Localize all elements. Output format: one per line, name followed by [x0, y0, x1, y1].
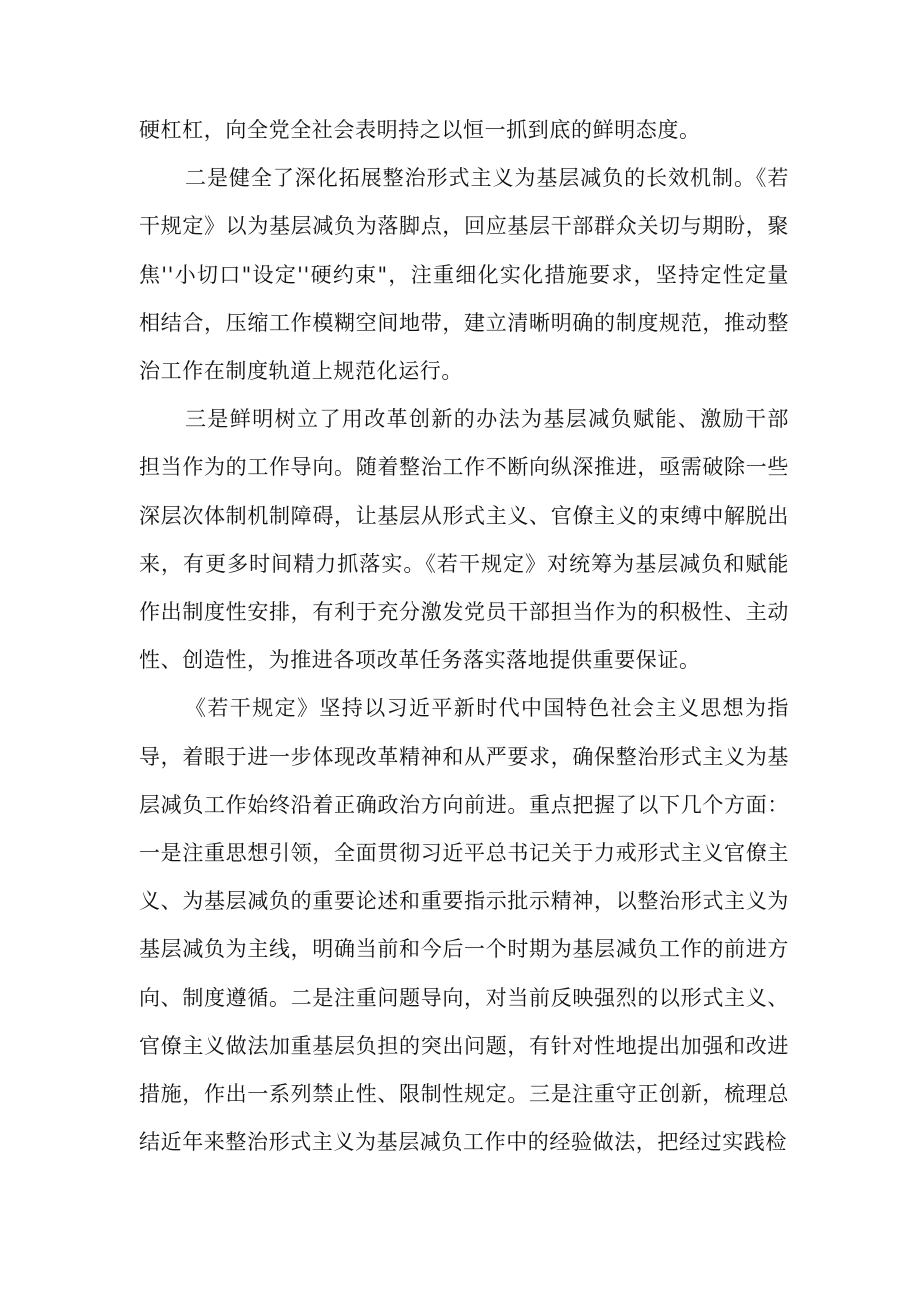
- paragraph-second-point: 二是健全了深化拓展整治形式主义为基层减负的长效机制。《若干规定》以为基层减负为落脚点，回应基层干部群众关切与期盼，聚焦''小切口"设定''硬约束"，注重细化实化措施要求，坚持定性定量相结合，压缩工作模糊空间地带，建立清晰明确的制度规范，推动整治工作在制度轨道上规范化运行。: [139, 166, 789, 384]
- paragraph-continuation: 硬杠杠，向全党全社会表明持之以恒一抓到底的鲜明态度。: [139, 118, 701, 142]
- paragraph-third-point: 三是鲜明树立了用改革创新的办法为基层减负赋能、激励干部担当作为的工作导向。随着整治工作不断向纵深推进，亟需破除一些深层次体制机制障碍，让基层从形式主义、官僚主义的束缚中解脱出来，有更多时间精力抓落实。《若干规定》对统筹为基层减负和赋能作出制度性安排，有利于充分激发党员干部担当作为的积极性、主动性、创造性，为推进各项改革任务落实落地提供重要保证。: [139, 407, 789, 673]
- document-body: [139, 106, 789, 1166]
- paragraph-principles: 《若干规定》坚持以习近平新时代中国特色社会主义思想为指导，着眼于进一步体现改革精神和从严要求，确保整治形式主义为基层减负工作始终沿着正确政治方向前进。重点把握了以下几个方面：一是注重思想引领，全面贯彻习近平总书记关于力戒形式主义官僚主义、为基层减负的重要论述和重要指示批示精神，以整治形式主义为基层减负为主线，明确当前和今后一个时期为基层减负工作的前进方向、制度遵循。二是注重问题导向，对当前反映强烈的以形式主义、官僚主义做法加重基层负担的突出问题，有针对性地提出加强和改进措施，作出一系列禁止性、限制性规定。三是注重守正创新，梳理总结近年来整治形式主义为基层减负工作中的经验做法，把经过实践检: [139, 696, 789, 1155]
